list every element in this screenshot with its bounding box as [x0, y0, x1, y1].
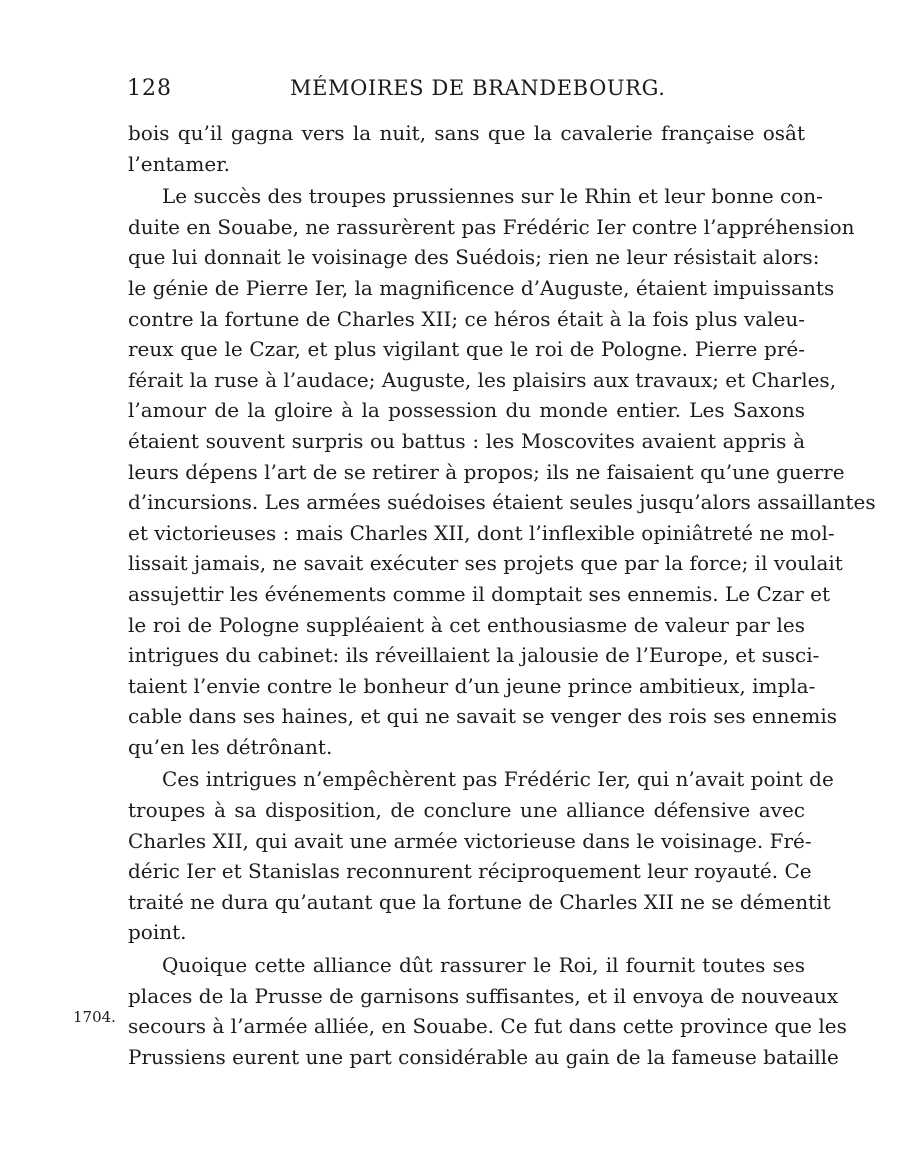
text-line: secours à l’armée alliée, en Souabe. Ce fut dans cette province que les — [128, 1014, 847, 1039]
text-block — [128, 118, 876, 1072]
text-line: point. — [128, 920, 187, 945]
text-line: et victorieuses : mais Charles XII, dont l’inflexible opiniâtreté ne mol- — [128, 520, 835, 545]
text-line: assujettir les événements comme il domptait ses ennemis. Le Czar et — [128, 581, 831, 606]
text-line: que lui donnait le voisinage des Suédois; rien ne leur résistait alors: — [128, 245, 820, 270]
text-line: intrigues du cabinet: ils réveillaient la jalousie de l’Europe, et susci- — [128, 643, 820, 668]
text-line: Ces intrigues n’empêchèrent pas Frédéric Ier, qui n’avait point de — [162, 767, 834, 792]
page-number: 128 — [127, 76, 172, 101]
text-line: étaient souvent surpris ou battus : les Moscovites avaient appris à — [128, 428, 805, 453]
text-line: cable dans ses haines, et qui ne savait se venger des rois ses ennemis — [128, 704, 837, 729]
text-line: déric Ier et Stanislas reconnurent réciproquement leur royauté. Ce — [128, 859, 812, 884]
text-line: le génie de Pierre Ier, la magnificence d’Auguste, étaient impuissants — [128, 275, 835, 300]
text-line: bois qu’il gagna vers la nuit, sans que la cavalerie française osât — [128, 121, 805, 145]
running-title: MÉMOIRES DE BRANDEBOURG. — [290, 76, 666, 100]
text-line: lissait jamais, ne savait exécuter ses projets que par la force; il voulait — [128, 551, 843, 576]
text-line: Charles XII, qui avait une armée victorieuse dans le voisinage. Fré- — [128, 828, 812, 853]
margin-year-note: 1704. — [73, 1008, 116, 1026]
text-line: férait la ruse à l’audace; Auguste, les plaisirs aux travaux; et Charles, — [128, 367, 837, 392]
text-line: Prussiens eurent une part considérable au gain de la fameuse bataille — [128, 1044, 839, 1069]
text-line: l’entamer. — [128, 151, 230, 176]
text-line: d’incursions. Les armées suédoises étaient seules jusqu’alors assaillantes — [128, 490, 876, 515]
text-line: Quoique cette alliance dût rassurer le Roi, il fournit toutes ses — [162, 953, 805, 978]
text-line: le roi de Pologne suppléaient à cet enthousiasme de valeur par les — [128, 612, 805, 637]
text-line: taient l’envie contre le bonheur d’un jeune prince ambitieux, impla- — [128, 673, 816, 698]
text-line: troupes à sa disposition, de conclure une alliance défensive avec — [128, 798, 805, 823]
text-line: qu’en les détrônant. — [128, 734, 333, 759]
text-line: Le succès des troupes prussiennes sur le Rhin et leur bonne con- — [162, 184, 823, 209]
text-line: contre la fortune de Charles XII; ce héros était à la fois plus valeu- — [128, 306, 805, 331]
text-line: traité ne dura qu’autant que la fortune de Charles XII ne se démentit — [128, 889, 831, 914]
text-line: l’amour de la gloire à la possession du monde entier. Les Saxons — [128, 398, 805, 423]
text-line: duite en Souabe, ne rassurèrent pas Frédéric Ier contre l’appréhension — [128, 214, 855, 239]
text-line: reux que le Czar, et plus vigilant que le roi de Pologne. Pierre pré- — [128, 337, 805, 362]
text-line: places de la Prusse de garnisons suffisantes, et il envoya de nouveaux — [128, 983, 839, 1008]
text-line: leurs dépens l’art de se retirer à propos; ils ne faisaient qu’une guerre — [128, 459, 845, 484]
